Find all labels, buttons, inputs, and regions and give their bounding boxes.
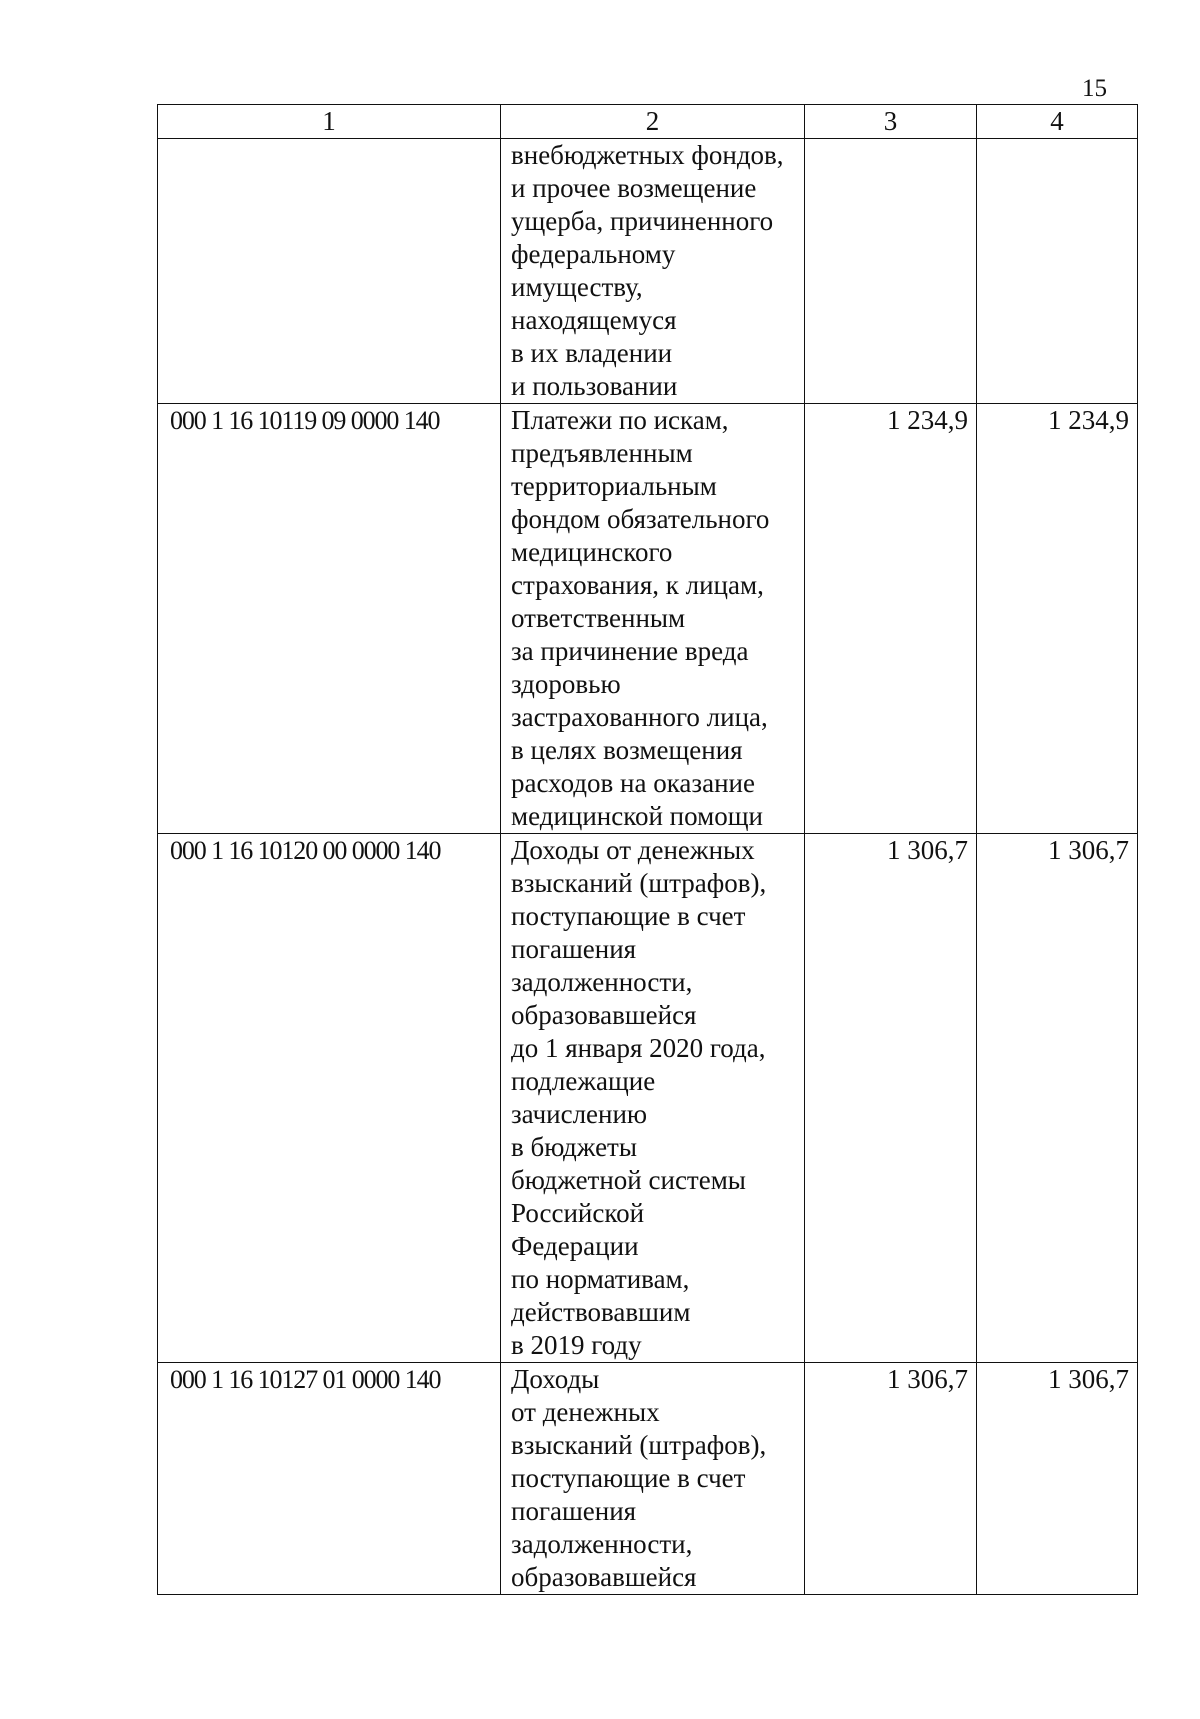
budget-code-cell	[158, 139, 501, 404]
amount-cell-col3: 1 306,7	[805, 834, 977, 1363]
column-header-4: 4	[977, 105, 1138, 139]
page-number: 15	[1082, 75, 1107, 102]
table-row	[158, 139, 1138, 404]
budget-code-cell: 000 1 16 10119 09 0000 140	[158, 404, 501, 834]
amount-cell-col4: 1 306,7	[977, 1363, 1138, 1595]
table-row	[158, 1363, 1138, 1595]
description-cell: Платежи по искам, предъявленным территориальным фондом обязательного медицинского страхования, к лицам, ответственным за причинение вреда здоровью застрахованного лица, в целях возмещения расходов на оказание медицинской помощи	[501, 404, 805, 834]
column-header-1: 1	[158, 105, 501, 139]
budget-table	[157, 104, 1138, 1595]
amount-cell-col4: 1 234,9	[977, 404, 1138, 834]
column-header-2: 2	[501, 105, 805, 139]
column-header-3: 3	[805, 105, 977, 139]
table-row	[158, 834, 1138, 1363]
budget-code-cell: 000 1 16 10127 01 0000 140	[158, 1363, 501, 1595]
amount-cell-col3: 1 306,7	[805, 1363, 977, 1595]
budget-code-cell: 000 1 16 10120 00 0000 140	[158, 834, 501, 1363]
amount-cell-col4	[977, 139, 1138, 404]
amount-cell-col3	[805, 139, 977, 404]
description-cell: Доходы от денежных взысканий (штрафов), поступающие в счет погашения задолженности, образовавшейся до 1 января 2020 года, подлежащие зачислению в бюджеты бюджетной системы Российской Федерации по нормативам, действовавшим в 2019 году	[501, 834, 805, 1363]
amount-cell-col3: 1 234,9	[805, 404, 977, 834]
table-row	[158, 404, 1138, 834]
description-cell: внебюджетных фондов, и прочее возмещение ущерба, причиненного федеральному имуществу, находящемуся в их владении и пользовании	[501, 139, 805, 404]
description-cell: Доходы от денежных взысканий (штрафов), поступающие в счет погашения задолженности, образовавшейся	[501, 1363, 805, 1595]
amount-cell-col4: 1 306,7	[977, 834, 1138, 1363]
table-header-row	[158, 105, 1138, 139]
